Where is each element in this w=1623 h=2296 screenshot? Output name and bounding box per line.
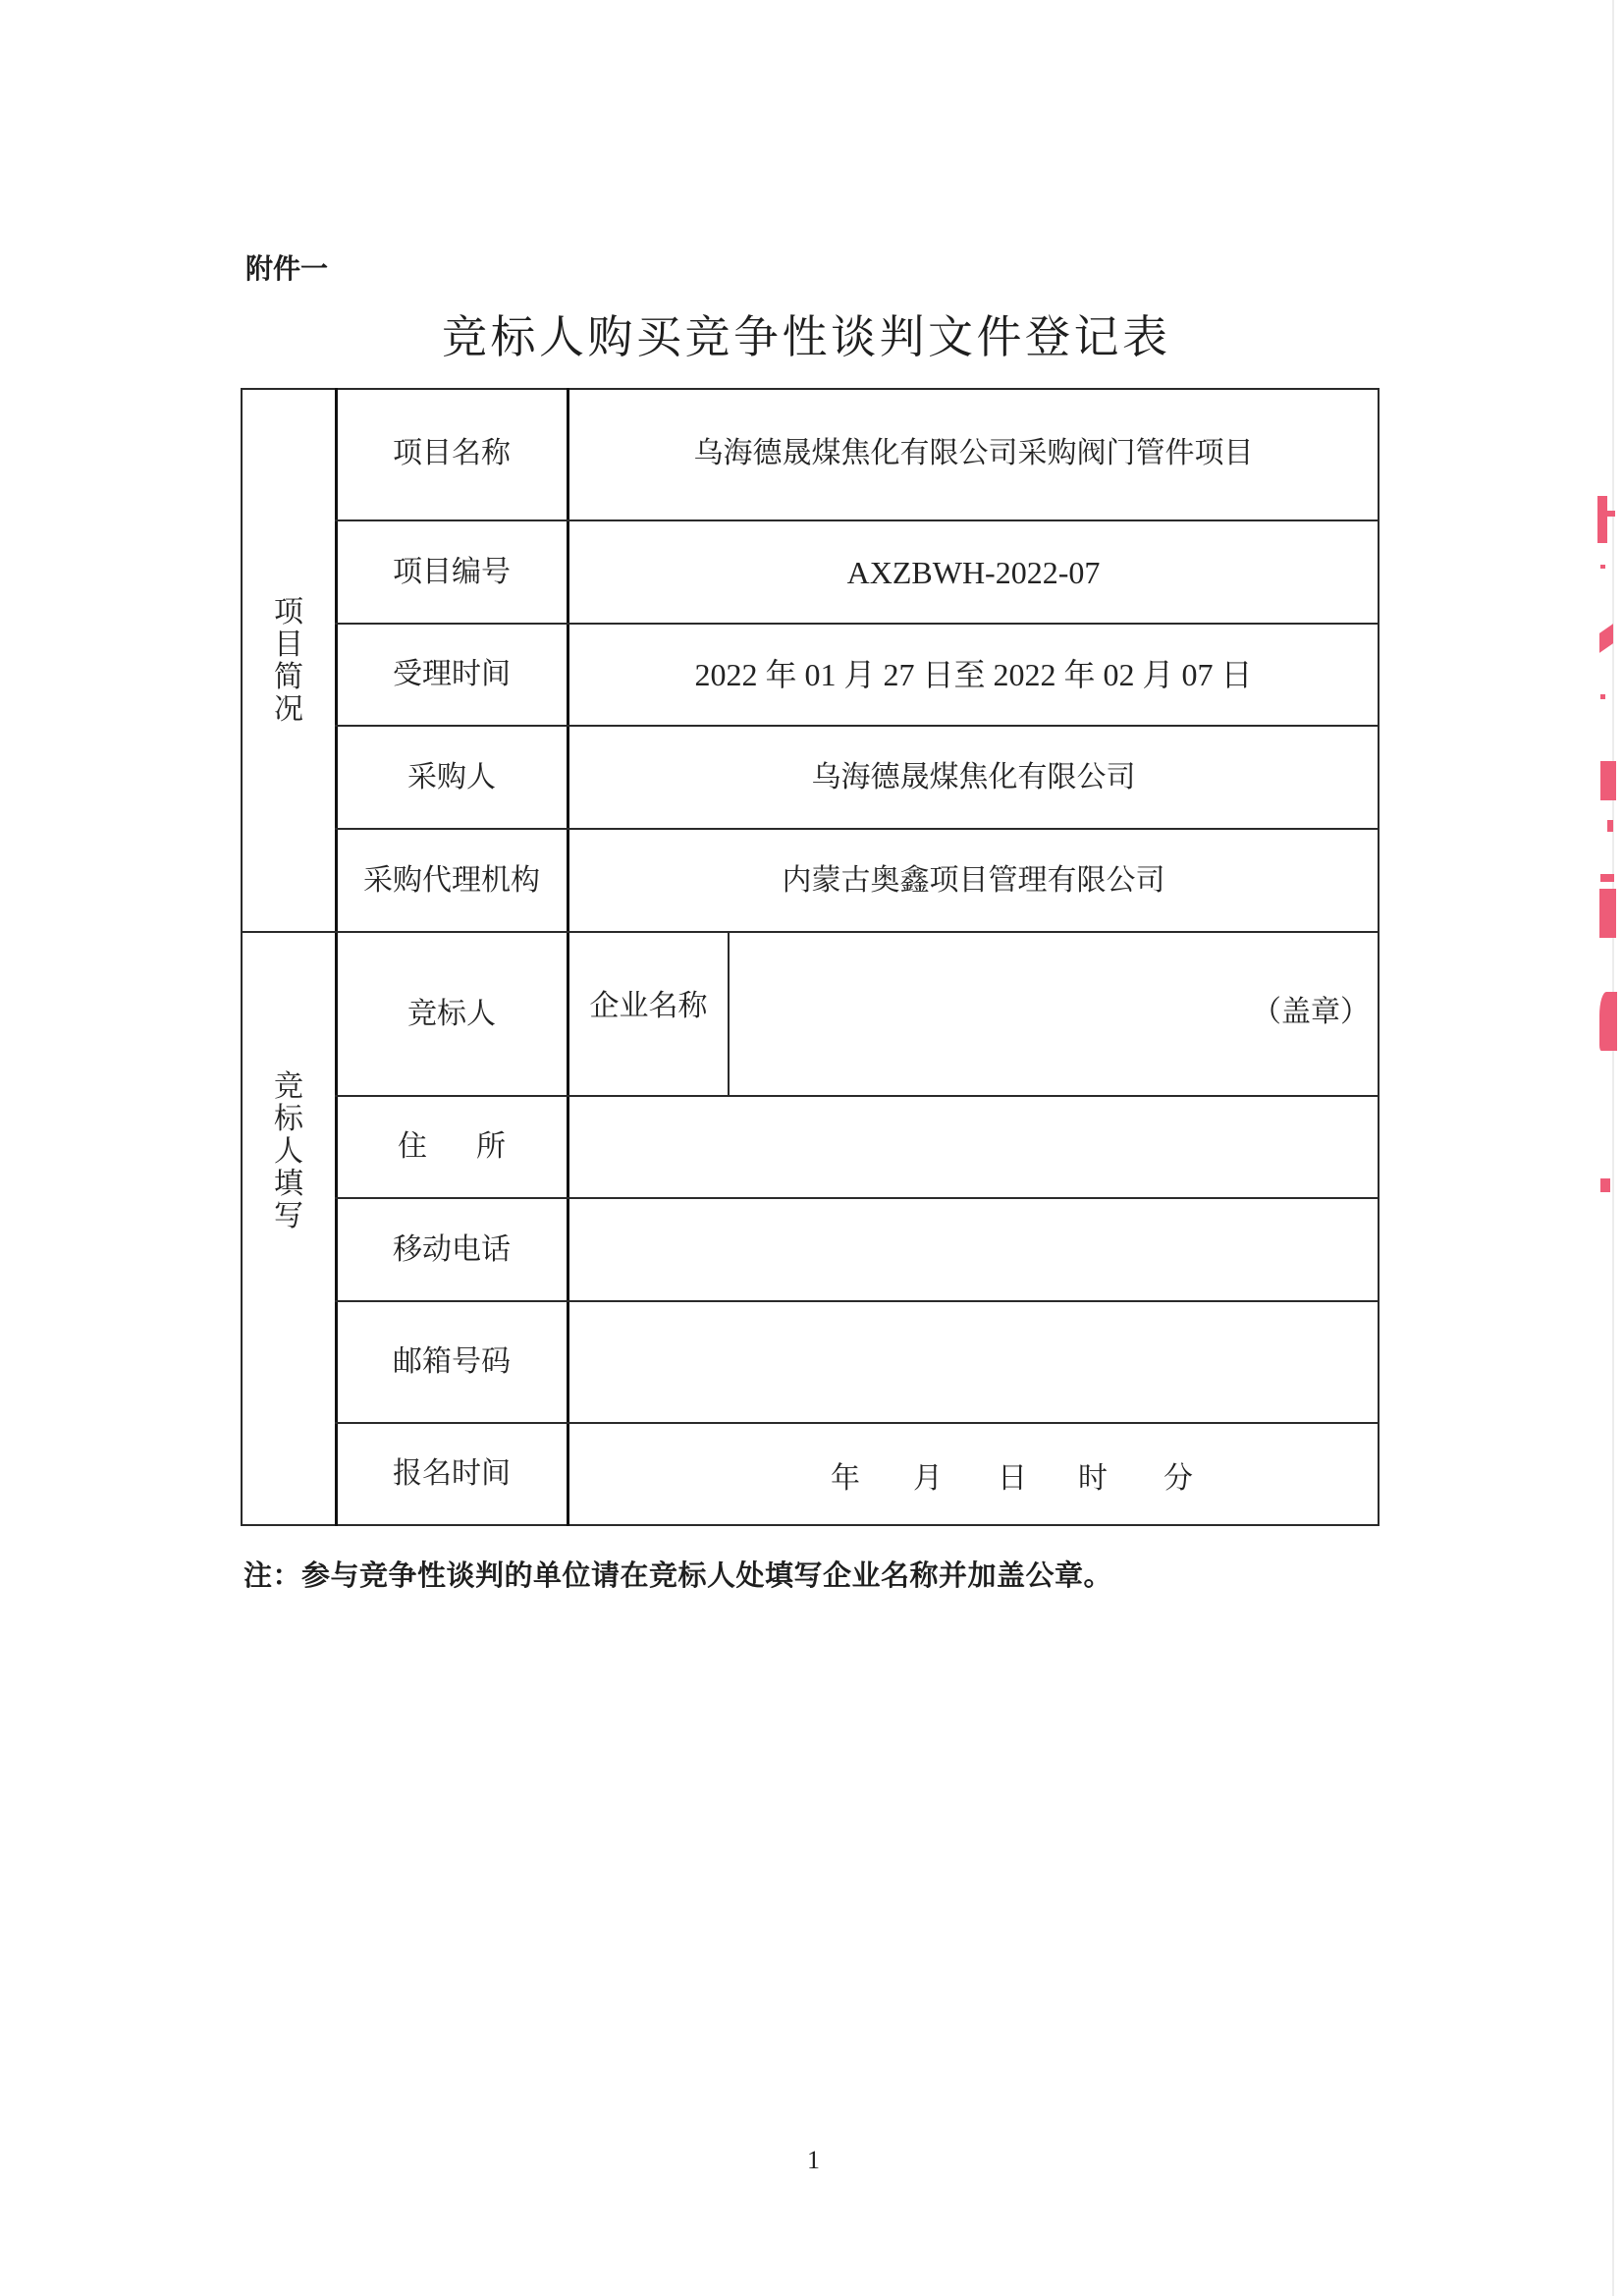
seal-mark	[1597, 496, 1607, 543]
label-acceptance-time: 受理时间	[393, 657, 511, 691]
group-label-char: 项	[274, 594, 303, 629]
table-border-bottom	[241, 1524, 1380, 1526]
group-label-char: 填	[274, 1167, 303, 1201]
attachment-label: 附件一	[245, 252, 329, 285]
hour-unit: 时	[1078, 1461, 1108, 1496]
group-label-char: 竞	[274, 1069, 303, 1104]
label-project-number: 项目编号	[393, 554, 511, 589]
seal-mark	[1600, 1178, 1610, 1192]
label-purchaser: 采购人	[407, 759, 496, 794]
value-project-number: AXZBWH-2022-07	[846, 554, 1101, 590]
label-email: 邮箱号码	[393, 1344, 511, 1379]
label-address: 住所	[398, 1129, 555, 1164]
seal-mark	[1599, 889, 1616, 938]
table-border-right	[1378, 388, 1380, 1526]
year-unit: 年	[831, 1461, 860, 1496]
minute-unit: 分	[1163, 1461, 1193, 1496]
seal-mark	[1600, 761, 1616, 800]
group-label-char: 人	[274, 1134, 303, 1169]
group-label-project-overview	[241, 388, 337, 933]
month-unit: 月	[913, 1461, 943, 1496]
label-project-name: 项目名称	[393, 436, 511, 470]
seal-mark	[1600, 874, 1614, 882]
group-label-char: 况	[274, 691, 303, 727]
value-procurement-agency: 内蒙古奥鑫项目管理有限公司	[782, 862, 1165, 898]
page-title: 竞标人购买竞争性谈判文件登记表	[442, 310, 1171, 363]
value-purchaser: 乌海德晟煤焦化有限公司	[811, 759, 1136, 794]
group-label-char: 写	[274, 1199, 303, 1233]
label-procurement-agency: 采购代理机构	[363, 862, 540, 898]
page-number: 1	[807, 2146, 820, 2174]
label-registration-time: 报名时间	[393, 1456, 511, 1491]
seal-mark	[1599, 624, 1613, 653]
value-acceptance-time: 2022 年 01 月 27 日至 2022 年 02 月 07 日	[694, 657, 1253, 692]
footnote: 注：参与竞争性谈判的单位请在竞标人处填写企业名称并加盖公章。	[243, 1558, 1113, 1592]
seal-mark	[1603, 511, 1615, 517]
group-label-bidder-fill	[241, 933, 337, 1524]
mobile-phone-field[interactable]	[569, 1199, 1378, 1300]
group-label-char: 标	[274, 1102, 303, 1136]
registration-time-field[interactable]	[831, 1461, 1193, 1497]
value-project-name: 乌海德晟煤焦化有限公司采购阀门管件项目	[693, 436, 1254, 470]
scan-page-edge	[1612, 0, 1614, 2296]
email-field[interactable]	[569, 1302, 1378, 1422]
seal-mark	[1600, 565, 1605, 569]
seal-mark	[1607, 820, 1613, 832]
label-mobile-phone: 移动电话	[393, 1231, 511, 1267]
registration-table	[241, 388, 1380, 1525]
label-company-name: 企业名称	[589, 989, 708, 1023]
day-unit: 日	[998, 1461, 1027, 1496]
stamp-note: （盖章）	[1252, 995, 1370, 1029]
column-divider-company	[728, 931, 730, 1096]
label-bidder: 竞标人	[407, 996, 496, 1031]
seal-mark	[1600, 694, 1605, 699]
group-label-char: 简	[274, 659, 303, 694]
seal-mark	[1599, 992, 1617, 1051]
address-field[interactable]	[569, 1097, 1378, 1197]
group-label-char: 目	[274, 627, 303, 662]
